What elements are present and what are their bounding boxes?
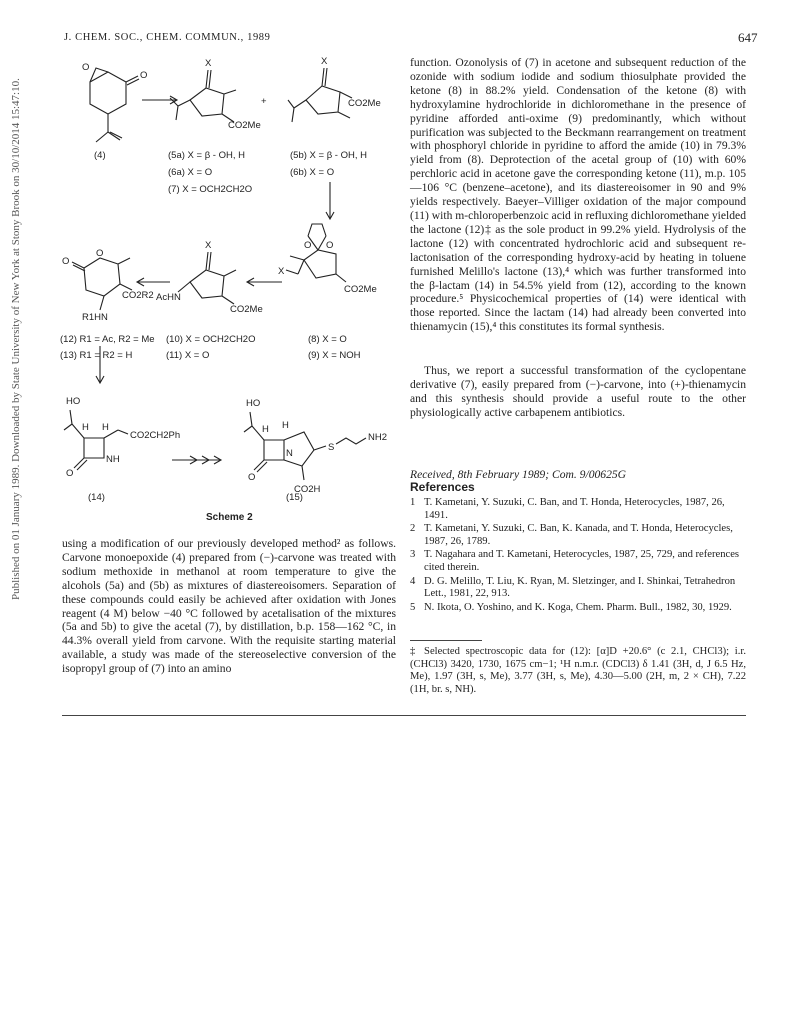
atom-o-lactone-carbonyl: O (62, 256, 70, 267)
reference-text: T. Kametani, Y. Suzuki, C. Ban, and T. Honda, Heterocycles, 1987, 26, 1491. (424, 497, 725, 521)
reference-item (410, 523, 746, 548)
reference-item (410, 497, 746, 522)
atom-o-lactone-ring: O (96, 248, 104, 259)
atom-nh2-15: NH2 (368, 432, 388, 443)
atom-h-14a: H (82, 422, 89, 433)
atom-ho-15: HO (246, 398, 261, 409)
atom-achn-10: AcHN (156, 292, 181, 303)
atom-x-5a: X (205, 58, 212, 69)
atom-nh-14: NH (106, 454, 120, 465)
received-date: Received, 8th February 1989; Com. 9/00625G (410, 468, 627, 481)
running-header: J. CHEM. SOC., CHEM. COMMUN., 1989 (64, 32, 271, 43)
atom-o-14: O (66, 468, 74, 479)
download-watermark (10, 40, 24, 600)
atom-co2me-8: CO2Me (344, 284, 377, 295)
page-number: 647 (738, 30, 758, 45)
reference-number: 2 (410, 523, 416, 535)
label-6a: (6a) X = O (168, 167, 213, 178)
label-11: (11) X = O (166, 350, 210, 361)
plus-sign: + (261, 96, 267, 107)
label-15: (15) (286, 492, 303, 503)
body-paragraph-right-1: function. Ozonolysis of (7) in acetone and subsequent reduction of the ozonide with sodium iodide and sodium thiosulphate provided the ketone (8) in 88.2% yield. Condensation of the ketone (8) with hydroxylamine hydrochloride in dichloromethane in the presence of pyridine afforded anti-oxime (9) predominantly, which without purification was subjected to the Beckmann rearrangement on treatment with phosphoryl chloride in pyridine to afford the amide (10) in 79.3% yield from (8). Deprotection of the acetal group of (10) with 60% perchloric acid in acetone gave the corresponding ketone (11), m.p. 105—106 °C (benzene–acetone), and its diastereoisomer in 90 and 9% yields respectively. Baeyer–Villiger oxidation of the major compound (11) with m-chloroperbenzoic acid in refluxing dichloromethane yielded the lactone (12)‡ as the sole product in 99.2% yield. Hydrolysis of the lactone (12) with concentrated hydrochloric acid and subsequent re-lactonisation of the corresponding hydroxy-acid by heating in toluene furnished Melillo's lactone (13),⁴ which was further transformed into the β-lactam (14) in 54.5% yield from (12), according to the known procedure.⁵ Physicochemical properties of (14) were identical with those reported. Since the lactam (14) had already been converted into thienamycin (15),⁴ this constitutes its formal synthesis. (410, 56, 746, 334)
atom-o-ketone: O (140, 70, 148, 81)
download-watermark-text: Published on 01 January 1989. Downloaded by State University of New York at Stony Brook on 30/10/2014 15:47:10. (10, 78, 22, 600)
atom-x-8: X (278, 266, 285, 277)
atom-co2me-5a: CO2Me (228, 120, 261, 131)
label-10: (10) X = OCH2CH2O (166, 334, 256, 345)
reference-text: T. Nagahara and T. Kametani, Heterocycles, 1987, 25, 729, and references cited therein. (424, 549, 740, 573)
atom-co2me-10: CO2Me (230, 304, 263, 315)
label-12: (12) R1 = Ac, R2 = Me (60, 334, 155, 345)
atom-co2ch2ph-14: CO2CH2Ph (130, 430, 181, 441)
atom-o-15: O (248, 472, 256, 483)
atom-o-epoxide: O (82, 62, 90, 73)
reference-number: 5 (410, 601, 416, 613)
label-9: (9) X = NOH (308, 350, 361, 361)
reference-item (410, 576, 746, 601)
atom-co2me-5b: CO2Me (348, 98, 381, 109)
label-5a: (5a) X = β - OH, H (168, 150, 245, 161)
atom-n-15: N (286, 448, 293, 459)
atom-co2r2-12: CO2R2 (122, 290, 154, 301)
label-4: (4) (94, 150, 106, 161)
label-6b: (6b) X = O (290, 167, 335, 178)
reaction-scheme (60, 52, 400, 530)
reference-number: 3 (410, 549, 416, 561)
label-13: (13) R1 = R2 = H (60, 350, 133, 361)
reference-text: T. Kametani, Y. Suzuki, C. Ban, K. Kanada, and T. Honda, Heterocycles, 1987, 26, 1789. (424, 523, 733, 547)
reference-number: 4 (410, 575, 416, 587)
label-7: (7) X = OCH2CH2O (168, 184, 253, 195)
reference-item (410, 602, 746, 615)
reference-item (410, 549, 746, 574)
reference-text: N. Ikota, O. Yoshino, and K. Koga, Chem. Pharm. Bull., 1982, 30, 1929. (424, 601, 732, 613)
footnote: ‡ Selected spectroscopic data for (12): [α]D +20.6° (c 2.1, CHCl3); i.r. (CHCl3) 3420, 1730, 1675 cm−1; ¹H n.m.r. (CDCl3) δ 1.41 (3H, d, J 6.5 Hz, Me), 1.97 (3H, s, Me), 3.77 (3H, s, Me), 4.30—5.00 (2H, m, 2 × CH), 7.22 (1H, br. s, NH). (410, 646, 746, 695)
page-bottom-rule (62, 715, 746, 716)
body-paragraph-right-2: Thus, we report a successful transformation of the cyclopentane derivative (7), easily prepared from (−)-carvone, into (+)-thienamycin and this synthesis should provide a useful route to the other physiologically active carbapenem antibiotics. (410, 364, 746, 419)
atom-h-14b: H (102, 422, 109, 433)
atom-o-acetal-1: O (304, 240, 312, 251)
references-list (410, 497, 746, 615)
atom-s-15: S (328, 442, 335, 453)
footnote-divider (410, 640, 482, 641)
body-paragraph-left: using a modification of our previously developed method² as follows. Carvone monoepoxide (4) prepared from (−)-carvone was treated with sodium methoxide in methanol at room temperature to give the alcohols (5a) and (5b) as mixtures of diastereoisomers. Separation of these compounds could easily be achieved after oxidation with Jones reagent (4 M) below −40 °C followed by acetalisation of the mixtures (5a and 5b) to give the acetal (7), by distillation, b.p. 158—162 °C, in 44.3% overall yield from carvone. With the requisite starting material available, a study was made of the stereoselective conversion of the isopropyl group of (7) into an amino (62, 537, 396, 676)
atom-x-10: X (205, 240, 212, 251)
atom-o-acetal-2: O (326, 240, 334, 251)
atom-r1hn-12: R1HN (82, 312, 108, 323)
scheme-bonds (64, 68, 366, 480)
label-14: (14) (88, 492, 105, 503)
reference-text: D. G. Melillo, T. Liu, K. Ryan, M. Sletzinger, and I. Shinkai, Tetrahedron Lett., 1981, 22, 913. (424, 575, 736, 600)
atom-ho-14: HO (66, 396, 81, 407)
references-heading: References (410, 480, 475, 494)
atom-h-15b: H (282, 420, 289, 431)
atom-h-15a: H (262, 424, 269, 435)
reference-number: 1 (410, 497, 416, 508)
scheme-caption: Scheme 2 (206, 512, 253, 523)
atom-x-5b: X (321, 56, 328, 67)
atom-co2h-15: CO2H (294, 484, 321, 495)
label-5b: (5b) X = β - OH, H (290, 150, 367, 161)
label-8: (8) X = O (308, 334, 347, 345)
